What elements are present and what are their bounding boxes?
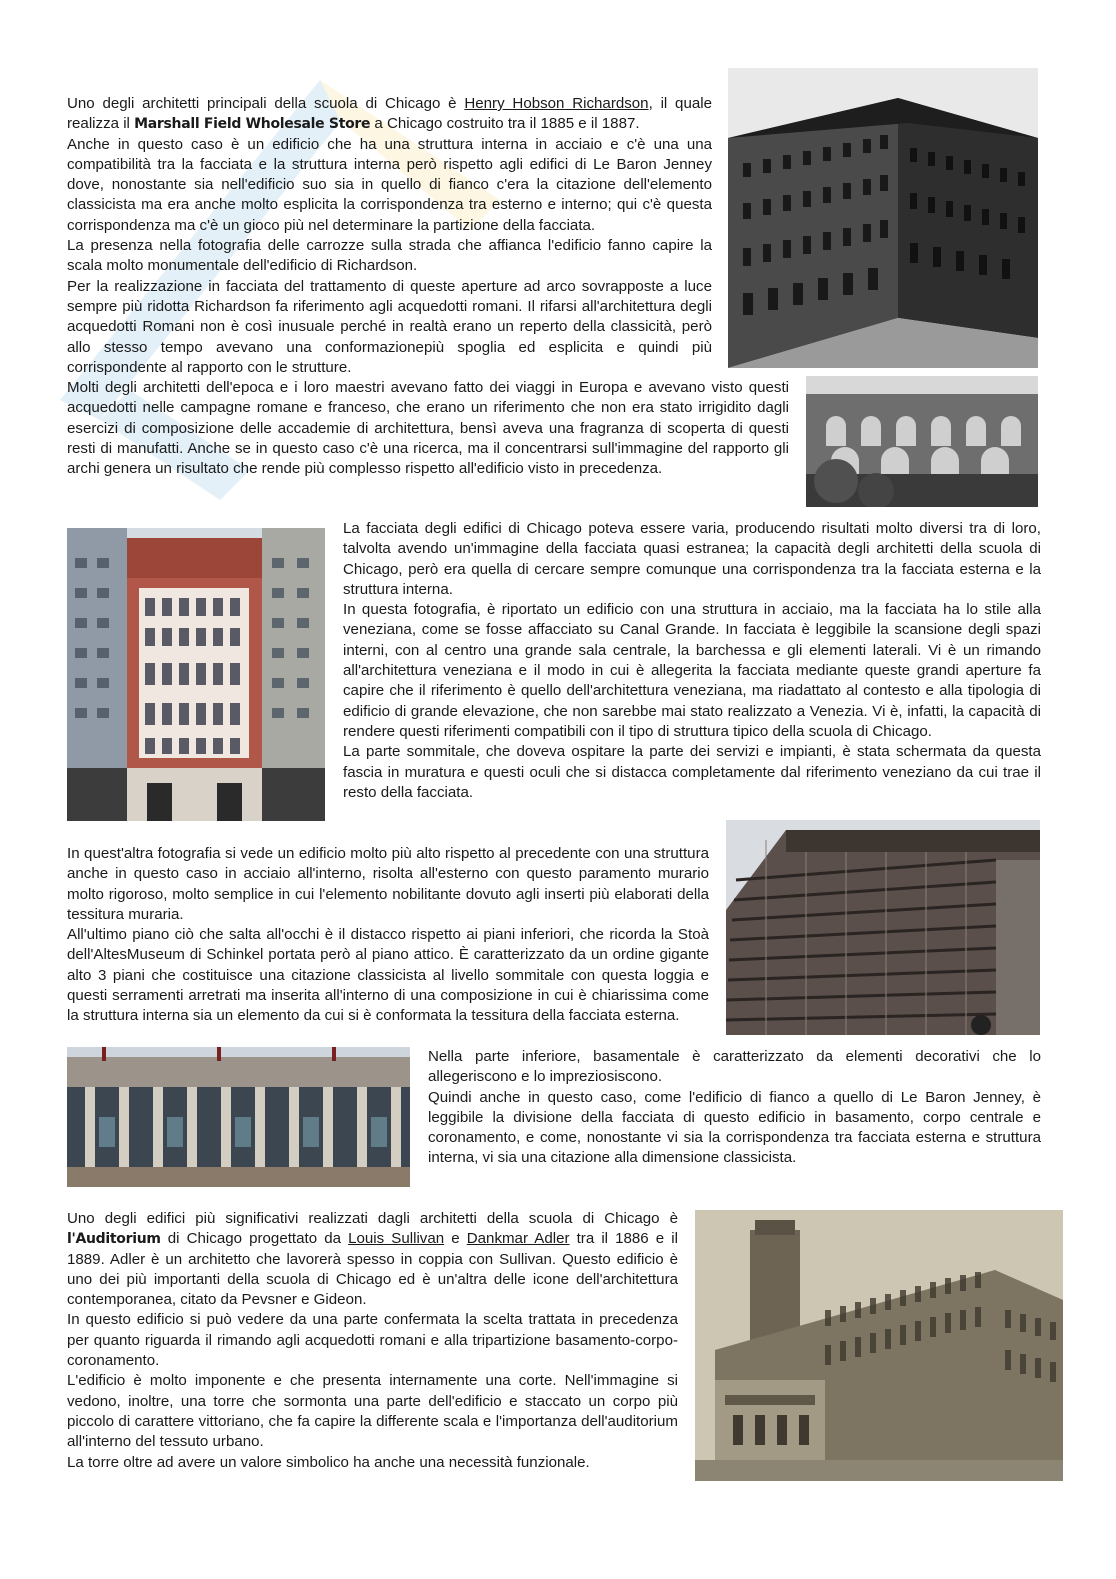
marshall-field-store-photo xyxy=(728,68,1038,368)
link-dankmar-adler[interactable]: Dankmar Adler xyxy=(466,1230,570,1248)
paragraph: In quest'altra fotografia si vede un edificio molto più alto rispetto al precedente con una struttura anche in questo caso in acciaio all'interno, risolta all'esterno con questo paramento murario molto rigoroso, molto semplice in cui l'elemento nobilitante dovuto agli inserti più elaborati della tessitura muraria. xyxy=(67,845,709,923)
paragraph: Anche in questo caso è un edificio che ha una struttura interna in acciaio e c'è una una compatibilità tra la facciata e la struttura interna però rispetto agli edifici di Le Baron Jenney dove, nonostante sia nell'edificio suo sia in quello di fianco c'era la citazione dell'elemento classicista ma era anche molto esplicita la corrispondenza tra esterno e interno; qui c'è questa corrispondenza ma c'è un gioco più nel determinare la partizione della facciata. xyxy=(67,135,712,234)
link-henry-hobson-richardson[interactable]: Henry Hobson Richardson xyxy=(464,95,649,112)
paragraph: La parte sommitale, che doveva ospitare la parte dei servizi e impianti, è stata schermata da questa fascia in muratura e questi oculi che si distacca completamente dal riferimento veneziano da cui trae il resto della facciata. xyxy=(343,743,1041,801)
paragraph: Quindi anche in questo caso, come l'edificio di fianco a quello di Le Baron Jenney, è leggibile la divisione della facciata di questo edificio in basamento, corpo centrale e coronamento, e come, nonostante vi sia la corrispondenza tra facciata esterna e struttura interna, vi sia una citazione alla dimensione classicista. xyxy=(428,1088,1041,1167)
text-run: , il quale realizza il xyxy=(67,95,712,133)
paragraph xyxy=(67,94,712,135)
section-marshall-field-text xyxy=(67,94,712,378)
section-auditorium-text xyxy=(67,1209,678,1473)
paragraph xyxy=(67,1209,678,1310)
text-run: a Chicago costruito tra il 1885 e il 1887. xyxy=(370,115,640,133)
text-run: Uno degli architetti principali della scuola di Chicago è xyxy=(67,95,465,112)
text-run: tra il 1886 e il 1889. Adler è un architetto che lavorerà spesso in coppia con Sullivan. Questo edificio è uno dei più importanti della scuola di Chicago ed è un'altra delle icone dell'architettura contemporanea, citato da Pevsner e Gideon. xyxy=(67,1230,679,1309)
colonnade-base-photo xyxy=(67,1047,410,1187)
section-tall-building-text xyxy=(67,844,709,1027)
bold-marshall-field: Marshall Field Wholesale Store xyxy=(134,116,371,133)
venetian-style-building-photo xyxy=(67,528,325,821)
paragraph: Molti degli architetti dell'epoca e i loro maestri avevano fatto dei viaggi in Europa e avevano visto questi acquedotti nelle campagne romane e franceso, che erano un riferimento che non era stato irrigidito dagli esercizi di composizione delle accademie di architettura, bensì aveva una fragranza di scoperta di questi resti di manufatti. Anche se in questo caso c'è una ricerca, ma il concentrarsi sull'immagine del rapporto gli archi genera un risultato che rende più complesso rispetto all'edificio visto in precedenza. xyxy=(67,379,789,478)
text-run: di Chicago progettato da xyxy=(160,1230,349,1248)
paragraph: In questo edificio si può vedere da una parte confermata la scelta trattata in precedenza per quanto riguarda il rimando agli acquedotti romani e alla tripartizione basamento-corpo-coronamento. xyxy=(67,1311,678,1370)
paragraph: Per la realizzazione in facciata del trattamento di queste aperture ad arco sovrapposte a luce sempre più ridotta Richardson fa riferimento agli acquedotti romani. Il rifarsi all'architettura degli acquedotti Romani non è così inusuale perché in realtà erano un reperto della classicità, però allo stesso tempo avevano una conformazionepiù spoglia ed esplicita e quindi più corrispondente al rapporto con le strutture. xyxy=(67,277,712,376)
paragraph: La torre oltre ad avere un valore simbolico ha anche una necessità funzionale. xyxy=(67,1453,590,1471)
link-louis-sullivan[interactable]: Louis Sullivan xyxy=(348,1230,445,1248)
paragraph: All'ultimo piano ciò che salta all'occhi è il distacco rispetto ai piani inferiori, che ricorda la Stoà dell'AltesMuseum di Schinkel portata però al piano attico. È caratterizzato da un ordine gigante alto 3 piani che costituisce una citazione classicista al livello sommitale con questa loggia e questi serramenti arretrati ma inserita all'interno di una composizione in cui è chiarissima come la struttura interna sia un elemento da cui si è conformata la tessitura della facciata esterna. xyxy=(67,926,709,1025)
paragraph: La presenza nella fotografia delle carrozze sulla strada che affianca l'edificio fanno capire la scala molto monumentale dell'edificio di Richardson. xyxy=(67,237,712,275)
bold-auditorium: l'Auditorium xyxy=(67,1231,161,1248)
section-aqueduct-text xyxy=(67,378,789,479)
roman-aqueduct-photo xyxy=(806,376,1038,507)
section-base-text xyxy=(428,1047,1041,1169)
text-run: e xyxy=(444,1230,467,1248)
paragraph: La facciata degli edifici di Chicago poteva essere varia, producendo risultati molto diversi tra di loro, talvolta avendo un'immagine della facciata quasi estranea; la capacità degli architetti della scuola di Chicago, però era quella di cercare sempre comunque una corrispondenza tra la facciata esterna e la struttura interna. xyxy=(343,520,1041,598)
paragraph: Nella parte inferiore, basamentale è caratterizzato da elementi decorativi che lo allegeriscono e lo impreziosiscono. xyxy=(428,1048,1041,1086)
paragraph: In questa fotografia, è riportato un edificio con una struttura in acciaio, ma la facciata ha lo stile alla veneziana, come se fosse affacciato su Canal Grande. In facciata è leggibile la scansione degli spazi interni, con al centro una grande sala centrale, la barchessa e gli elementi laterali. Vi è un rimando all'architettura veneziana e il modo in cui è allegerita la facciata mediante queste grandi aperture fa capire che il riferimento è quello dell'architettura veneziana, ma riadattato al contesto e alla tipologia di edificio di grande elevazione, che non sarebbe mai stato realizzato a Venezia. Vi è, infatti, la capacità di rendere questi riferimenti compatibili con il tipo di struttura tipico della scuola di Chicago. xyxy=(343,601,1041,740)
paragraph: L'edificio è molto imponente e che presenta internamente una corte. Nell'immagine si vedono, inoltre, una torre che sormonta una parte dell'edificio e staccato un corpo più piccolo di carattere vittoriano, che fa capire la differente scala e l'importanza dell'auditorium all'interno del tessuto urbano. xyxy=(67,1372,678,1451)
tall-brick-building-photo xyxy=(726,820,1040,1035)
auditorium-building-photo xyxy=(695,1210,1063,1481)
section-venetian-text xyxy=(343,519,1041,803)
text-run: Uno degli edifici più significativi realizzati dagli architetti della scuola di Chicago è xyxy=(67,1210,678,1227)
